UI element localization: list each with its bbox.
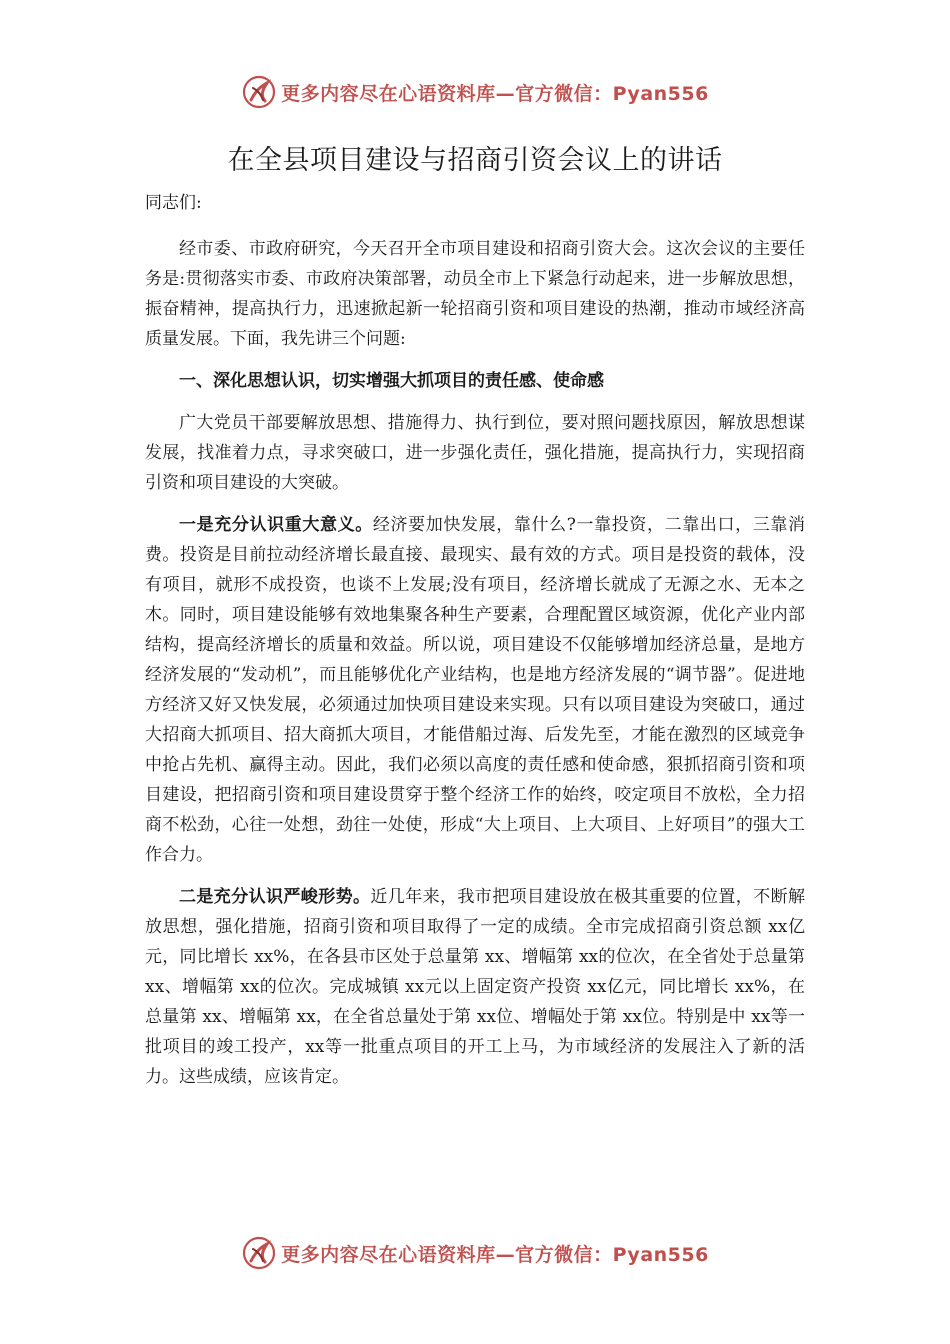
red-ribbon-logo-icon [241, 74, 277, 110]
watermark-text: 更多内容尽在心语资料库—官方微信：Pyan556 [281, 82, 709, 105]
point-one-lead: 一是充分认识重大意义。 [179, 515, 373, 535]
watermark-banner-bottom [0, 1233, 950, 1273]
greeting: 同志们: [145, 193, 202, 213]
point-one-paragraph [145, 510, 805, 870]
watermark-banner-top [0, 72, 950, 112]
section-paragraph: 广大党员干部要解放思想、措施得力、执行到位，要对照问题找原因，解放思想谋发展，找准着力点，寻求突破口，进一步强化责任，强化措施，提高执行力，实现招商引资和项目建设的大突破。 [145, 413, 805, 493]
document-title: 在全县项目建设与招商引资会议上的讲话 [227, 145, 723, 176]
point-one-text: 经济要加快发展，靠什么?一靠投资，二靠出口，三靠消费。投资是目前拉动经济增长最直接、最现实、最有效的方式。项目是投资的载体，没有项目，就形不成投资，也谈不上发展;没有项目，经济增长就成了无源之水、无本之木。同时，项目建设能够有效地集聚各种生产要素，合理配置区域资源，优化产业内部结构，提高经济增长的质量和效益。所以说，项目建设不仅能够增加经济总量，是地方经济发展的“发动机”，而且能够优化产业结构，也是地方经济发展的“调节器”。促进地方经济又好又快发展，必须通过加快项目建设来实现。只有以项目建设为突破口，通过大招商大抓项目、招大商抓大项目，才能借船过海、后发先至，才能在激烈的区域竞争中抢占先机、赢得主动。因此，我们必须以高度的责任感和使命感，狠抓招商引资和项目建设，把招商引资和项目建设贯穿于整个经济工作的始终，咬定项目不放松，全力招商不松劲，心往一处想，劲往一处使，形成“大上项目、上大项目、上好项目”的强大工作合力。 [145, 515, 805, 865]
document-body [145, 188, 805, 1092]
point-two-text: 近几年来，我市把项目建设放在极其重要的位置，不断解放思想，强化措施，招商引资和项目取得了一定的成绩。全市完成招商引资总额 xx亿元，同比增长 xx%，在各县市区处于总量第 xx、增幅第 xx的位次，在全省处于总量第 xx、增幅第 xx的位次。完成城镇 xx元以上固定资产投资 xx亿元，同比增长 xx%，在总量第 xx、增幅第 xx，在全省总量处于第 xx位、增幅处于第 xx位。特别是中 xx等一批项目的竣工投产，xx等一批重点项目的开工上马，为市域经济的发展注入了新的活力。这些成绩，应该肯定。 [145, 887, 806, 1087]
section-heading: 一、深化思想认识，切实增强大抓项目的责任感、使命感 [179, 371, 604, 391]
watermark-text: 更多内容尽在心语资料库—官方微信：Pyan556 [281, 1243, 709, 1266]
intro-paragraph: 经市委、市政府研究，今天召开全市项目建设和招商引资大会。这次会议的主要任务是:贯彻落实市委、市政府决策部署，动员全市上下紧急行动起来，进一步解放思想，振奋精神，提高执行力，迅速掀起新一轮招商引资和项目建设的热潮，推动市域经济高质量发展。下面，我先讲三个问题: [145, 239, 805, 349]
point-two-lead: 二是充分认识严峻形势。 [179, 887, 371, 907]
red-ribbon-logo-icon [241, 1235, 277, 1271]
point-two-paragraph [145, 882, 805, 1092]
